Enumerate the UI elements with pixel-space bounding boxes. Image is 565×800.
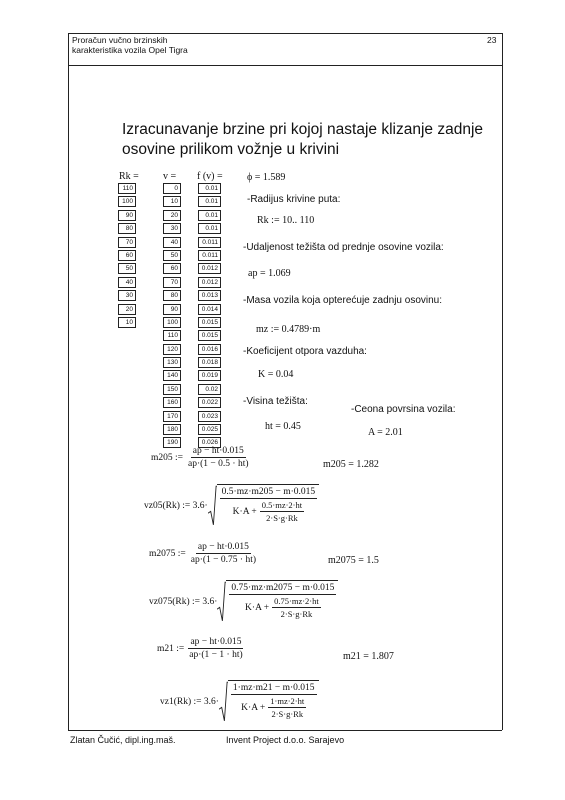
v-values-column: [163, 183, 181, 451]
vz05-formula: [144, 484, 319, 528]
m2075-denominator: ap·(1 − 0.75 · ht): [190, 555, 257, 565]
header-bottom-rule: [68, 65, 502, 66]
header-right-rule: [502, 33, 503, 65]
f-cell: 0.012: [198, 263, 221, 274]
vz075-numerator: 0.75·mz·m2075 − m·0.015: [231, 583, 335, 593]
v-cell: 130: [163, 357, 181, 368]
rk-cell: 60: [118, 250, 136, 261]
ap-label: -Udaljenost težišta od prednje osovine vozila:: [243, 242, 444, 253]
header-title-line2: karakteristika vozila Opel Tigra: [72, 45, 188, 55]
m21-result: m21 = 1.807: [343, 651, 394, 662]
f-cell: 0.026: [198, 437, 221, 448]
m2075-numerator: ap − ht·0.015: [197, 542, 249, 552]
radius-value: Rk := 10.. 110: [257, 215, 315, 226]
vz1-formula: [160, 680, 319, 724]
f-cell: 0.018: [198, 357, 221, 368]
vz1-sub-numerator: 1·mz·2·ht: [270, 696, 305, 706]
m21-lhs: m21 :=: [157, 643, 185, 654]
m2075-fraction: [189, 542, 258, 565]
body-left-rule: [68, 65, 69, 730]
m205-formula: [151, 446, 251, 469]
rk-cell: 100: [118, 196, 136, 207]
vz075-sub-denominator: 2·S·g·Rk: [280, 609, 313, 619]
m2075-lhs: m2075 :=: [149, 548, 186, 559]
m205-result: m205 = 1.282: [323, 459, 379, 470]
v-cell: 10: [163, 196, 181, 207]
v-cell: 160: [163, 397, 181, 408]
m21-formula: [157, 637, 245, 660]
vz075-sqrt: [217, 580, 338, 624]
v-cell: 80: [163, 290, 181, 301]
rk-cell: 110: [118, 183, 136, 194]
sqrt-icon: [208, 484, 217, 528]
rk-cell: 90: [118, 210, 136, 221]
vz05-numerator: 0.5·mz·m205 − m·0.015: [221, 487, 316, 497]
vz05-sub-fraction: [260, 500, 304, 523]
m21-fraction: [187, 637, 244, 660]
phi-value: ϕ = 1.589: [247, 172, 286, 183]
vz1-numerator: 1·mz·m21 − m·0.015: [232, 683, 315, 693]
vz1-lhs: vz1(Rk) := 3.6·: [160, 697, 219, 707]
vz05-sqrt: [208, 484, 319, 528]
m21-numerator: ap − ht·0.015: [190, 637, 242, 647]
vz05-lhs: vz05(Rk) := 3.6·: [144, 501, 208, 511]
a-label: -Ceona povrsina vozila:: [351, 404, 456, 415]
body-right-rule: [502, 65, 503, 730]
m205-denominator: ap·(1 − 0.5 · ht): [188, 459, 249, 469]
m2075-formula: [149, 542, 258, 565]
v-cell: 30: [163, 223, 181, 234]
vz075-ka: K·A +: [245, 602, 270, 613]
rk-cell: 10: [118, 317, 136, 328]
header-title: [72, 35, 188, 55]
rk-cell: 30: [118, 290, 136, 301]
sqrt-icon: [217, 580, 226, 624]
v-cell: 190: [163, 437, 181, 448]
ht-label: -Visina težišta:: [243, 396, 308, 407]
m21-denominator: ap·(1 − 1 · ht): [189, 650, 243, 660]
vz05-ka: K·A +: [232, 506, 257, 517]
vz05-sub-denominator: 2·S·g·Rk: [266, 513, 298, 523]
v-cell: 60: [163, 263, 181, 274]
vz075-denominator: [243, 595, 323, 619]
rk-cell: 70: [118, 237, 136, 248]
v-cell: 180: [163, 424, 181, 435]
v-cell: 40: [163, 237, 181, 248]
v-cell: 90: [163, 304, 181, 315]
f-column-label: f (v) =: [197, 171, 223, 182]
m205-numerator: ap − ht·0.015: [192, 446, 244, 456]
f-cell: 0.025: [198, 424, 221, 435]
v-cell: 120: [163, 344, 181, 355]
v-cell: 110: [163, 330, 181, 341]
page-title: [122, 120, 483, 160]
rk-cell: 50: [118, 263, 136, 274]
f-cell: 0.013: [198, 290, 221, 301]
mz-value: mz := 0.4789·m: [256, 324, 321, 335]
sqrt-icon: [219, 680, 228, 724]
vz05-sub-numerator: 0.5·mz·2·ht: [261, 500, 303, 510]
vz1-denominator: [239, 695, 308, 719]
v-cell: 100: [163, 317, 181, 328]
v-cell: 0: [163, 183, 181, 194]
v-cell: 50: [163, 250, 181, 261]
vz1-sub-denominator: 2·S·g·Rk: [271, 709, 304, 719]
f-cell: 0.015: [198, 317, 221, 328]
footer-top-rule: [68, 730, 502, 731]
f-cell: 0.016: [198, 344, 221, 355]
vz1-sub-fraction: [268, 696, 306, 719]
f-cell: 0.015: [198, 330, 221, 341]
mz-label: -Masa vozila koja opterećuje zadnju osovinu:: [243, 295, 442, 306]
page-title-line2: osovine prilikom vožnje u krivini: [122, 141, 340, 158]
rk-cell: 20: [118, 304, 136, 315]
k-value: K = 0.04: [258, 369, 294, 380]
v-cell: 170: [163, 411, 181, 422]
footer-company: Invent Project d.o.o. Sarajevo: [226, 735, 345, 745]
vz075-sub-fraction: [272, 596, 321, 619]
vz05-denominator: [231, 499, 306, 523]
page-title-line1: Izracunavanje brzine pri kojoj nastaje klizanje zadnje: [122, 121, 484, 138]
rk-cell: 80: [118, 223, 136, 234]
f-cell: 0.012: [198, 277, 221, 288]
f-cell: 0.01: [198, 210, 221, 221]
vz075-sub-numerator: 0.75·mz·2·ht: [274, 596, 319, 606]
m205-fraction: [186, 446, 251, 469]
vz1-ka: K·A +: [241, 702, 266, 713]
m205-lhs: m205 :=: [151, 452, 184, 463]
ap-value: ap = 1.069: [248, 268, 291, 279]
v-cell: 20: [163, 210, 181, 221]
f-cell: 0.022: [198, 397, 221, 408]
header-left-rule: [68, 33, 69, 65]
ht-value: ht = 0.45: [265, 421, 301, 432]
footer-author: Zlatan Čučić, dipl.ing.maš.: [70, 735, 176, 745]
vz075-lhs: vz075(Rk) := 3.6·: [149, 597, 218, 607]
k-label: -Koeficijent otpora vazduha:: [243, 346, 367, 357]
rk-cell: 40: [118, 277, 136, 288]
rk-column-label: Rk =: [119, 171, 139, 182]
header-title-line1: Proračun vučno brzinskih: [72, 35, 168, 45]
f-values-column: [198, 183, 221, 451]
f-cell: 0.01: [198, 196, 221, 207]
f-cell: 0.01: [198, 223, 221, 234]
f-cell: 0.014: [198, 304, 221, 315]
v-cell: 140: [163, 370, 181, 381]
a-value: A = 2.01: [368, 427, 403, 438]
f-cell: 0.011: [198, 250, 221, 261]
v-cell: 150: [163, 384, 181, 395]
f-cell: 0.019: [198, 370, 221, 381]
v-cell: 70: [163, 277, 181, 288]
vz1-sqrt: [219, 680, 319, 724]
rk-values-column: [118, 183, 136, 330]
vz075-formula: [149, 580, 338, 624]
vz1-fraction: [231, 683, 317, 719]
v-column-label: v =: [163, 171, 177, 182]
header-top-rule: [68, 33, 502, 34]
radius-label: -Radijus krivine puta:: [247, 194, 341, 205]
page-number: 23: [487, 35, 497, 45]
m2075-result: m2075 = 1.5: [328, 555, 379, 566]
vz075-fraction: [229, 583, 336, 619]
vz05-fraction: [220, 487, 317, 523]
f-cell: 0.011: [198, 237, 221, 248]
f-cell: 0.02: [198, 384, 221, 395]
f-cell: 0.01: [198, 183, 221, 194]
f-cell: 0.023: [198, 411, 221, 422]
